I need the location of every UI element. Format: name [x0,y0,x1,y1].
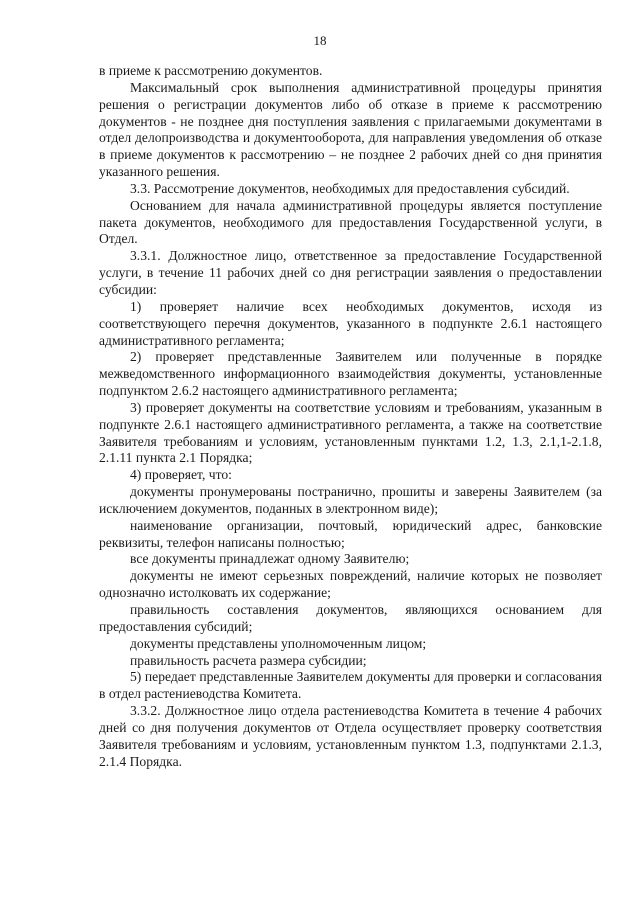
paragraph: документы не имеют серьезных повреждений, наличие которых не позволяет однозначно истолковать их содержание; [99,568,602,601]
paragraph: 5) передает представленные Заявителем документы для проверки и согласования в отдел растениеводства Комитета. [99,669,602,702]
paragraph: 3.3.1. Должностное лицо, ответственное за предоставление Государственной услуги, в течение 11 рабочих дней со дня регистрации заявления о предоставлении субсидии: [99,248,602,297]
paragraph: правильность расчета размера субсидии; [130,652,367,668]
paragraph: 4) проверяет, что: [130,467,232,483]
paragraph: в приеме к рассмотрению документов. [99,63,323,78]
paragraph: Основанием для начала административной процедуры является поступление пакета документов, необходимого для предоставления Государственной услуги, в Отдел. [99,197,602,247]
paragraph: документы представлены уполномоченным лицом; [130,635,427,651]
paragraph: правильность составления документов, являющихся основанием для предоставления субсидий; [99,602,602,634]
document-body [99,63,602,770]
paragraph: 3) проверяет документы на соответствие условиям и требованиям, указанным в подпункте 2.6.1 настоящего административного регламента, а также на соответствие Заявителя требованиям и условиям, установленным пунктами 1.2, 1.3, 2.1,1-2.1.8, 2.1.11 пункта 2.1 Порядка; [99,399,602,466]
page-number: 18 [313,33,327,48]
paragraph: 3.3. Рассмотрение документов, необходимых для предоставления субсидий. [130,180,570,196]
paragraph: Максимальный срок выполнения административной процедуры принятия решения о регистрации документов либо об отказе в приеме к рассмотрению документов - не позднее дня поступления заявления с прилагаемыми документами в отдел делопроизводства и документооборота, для направления уведомления об отказе в приеме документов к рассмотрению – не позднее 2 рабочих дней со дня принятия указанного решения. [99,79,602,180]
paragraph: 2) проверяет представленные Заявителем или полученные в порядке межведомственного информационного взаимодействия документы, установленные подпунктом 2.6.2 настоящего административного регламента; [99,349,602,399]
paragraph: документы пронумерованы постранично, прошиты и заверены Заявителем (за исключением документов, поданных в электронном виде); [99,484,602,516]
paragraph: 3.3.2. Должностное лицо отдела растениеводства Комитета в течение 4 рабочих дней со дня получения документов от Отдела осуществляет проверку соответствия Заявителя требованиям и условиям, установленным пунктом 1.3, подпунктами 2.1.3, 2.1.4 Порядка. [99,703,602,769]
paragraph: 1) проверяет наличие всех необходимых документов, исходя из соответствующего перечня документов, указанного в подпункте 2.6.1 настоящего административного регламента; [99,298,602,348]
paragraph: все документы принадлежат одному Заявителю; [130,551,410,567]
paragraph: наименование организации, почтовый, юридический адрес, банковские реквизиты, телефон написаны полностью; [99,517,602,550]
